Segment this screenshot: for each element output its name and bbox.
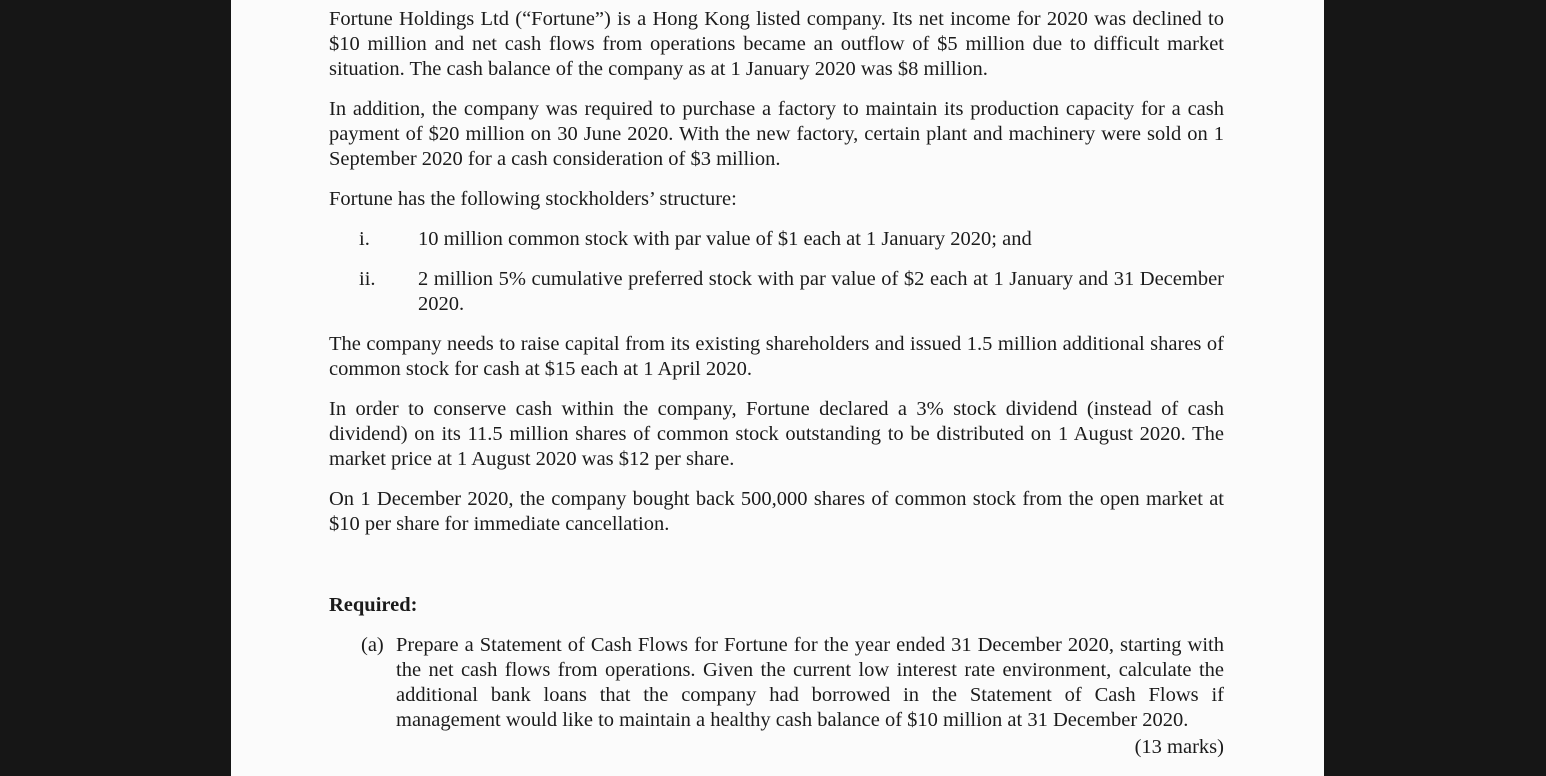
list-item-common-stock: [329, 227, 1224, 252]
question-marks: (13 marks): [1134, 736, 1224, 758]
list-marker: ii.: [359, 268, 376, 290]
question-a: [361, 633, 1224, 733]
list-text: 2 million 5% cumulative preferred stock with par value of $2 each at 1 January and 31 December 2020.: [418, 268, 1224, 315]
paragraph-capital-raise: The company needs to raise capital from its existing shareholders and issued 1.5 million additional shares of common stock for cash at $15 each at 1 April 2020.: [329, 333, 1224, 380]
paragraph-factory-purchase: In addition, the company was required to purchase a factory to maintain its production capacity for a cash payment of $20 million on 30 June 2020. With the new factory, certain plant and machinery were sold on 1 September 2020 for a cash consideration of $3 million.: [329, 98, 1224, 170]
paragraph-stockholders-intro: Fortune has the following stockholders’ structure:: [329, 188, 737, 210]
page-content: [329, 7, 1224, 760]
paragraph-company-intro: Fortune Holdings Ltd (“Fortune”) is a Hong Kong listed company. Its net income for 2020 was declined to $10 million and net cash flows from operations became an outflow of $5 million due to difficult market situation. The cash balance of the company as at 1 January 2020 was $8 million.: [329, 8, 1224, 80]
paragraph-buyback: On 1 December 2020, the company bought back 500,000 shares of common stock from the open market at $10 per share for immediate cancellation.: [329, 488, 1224, 535]
question-marker: (a): [361, 634, 384, 656]
list-item-preferred-stock: [329, 267, 1224, 317]
required-heading: Required:: [329, 594, 418, 616]
paragraph-stock-dividend: In order to conserve cash within the company, Fortune declared a 3% stock dividend (instead of cash dividend) on its 11.5 million shares of common stock outstanding to be distributed on 1 August 2020. The market price at 1 August 2020 was $12 per share.: [329, 398, 1224, 470]
question-text: Prepare a Statement of Cash Flows for Fortune for the year ended 31 December 2020, starting with the net cash flows from operations. Given the current low interest rate environment, calculate the additional bank loans that the company had borrowed in the Statement of Cash Flows if management would like to maintain a healthy cash balance of $10 million at 31 December 2020.: [396, 634, 1224, 731]
list-marker: i.: [359, 228, 370, 250]
list-text: 10 million common stock with par value of $1 each at 1 January 2020; and: [418, 228, 1032, 250]
document-page: [231, 0, 1324, 776]
